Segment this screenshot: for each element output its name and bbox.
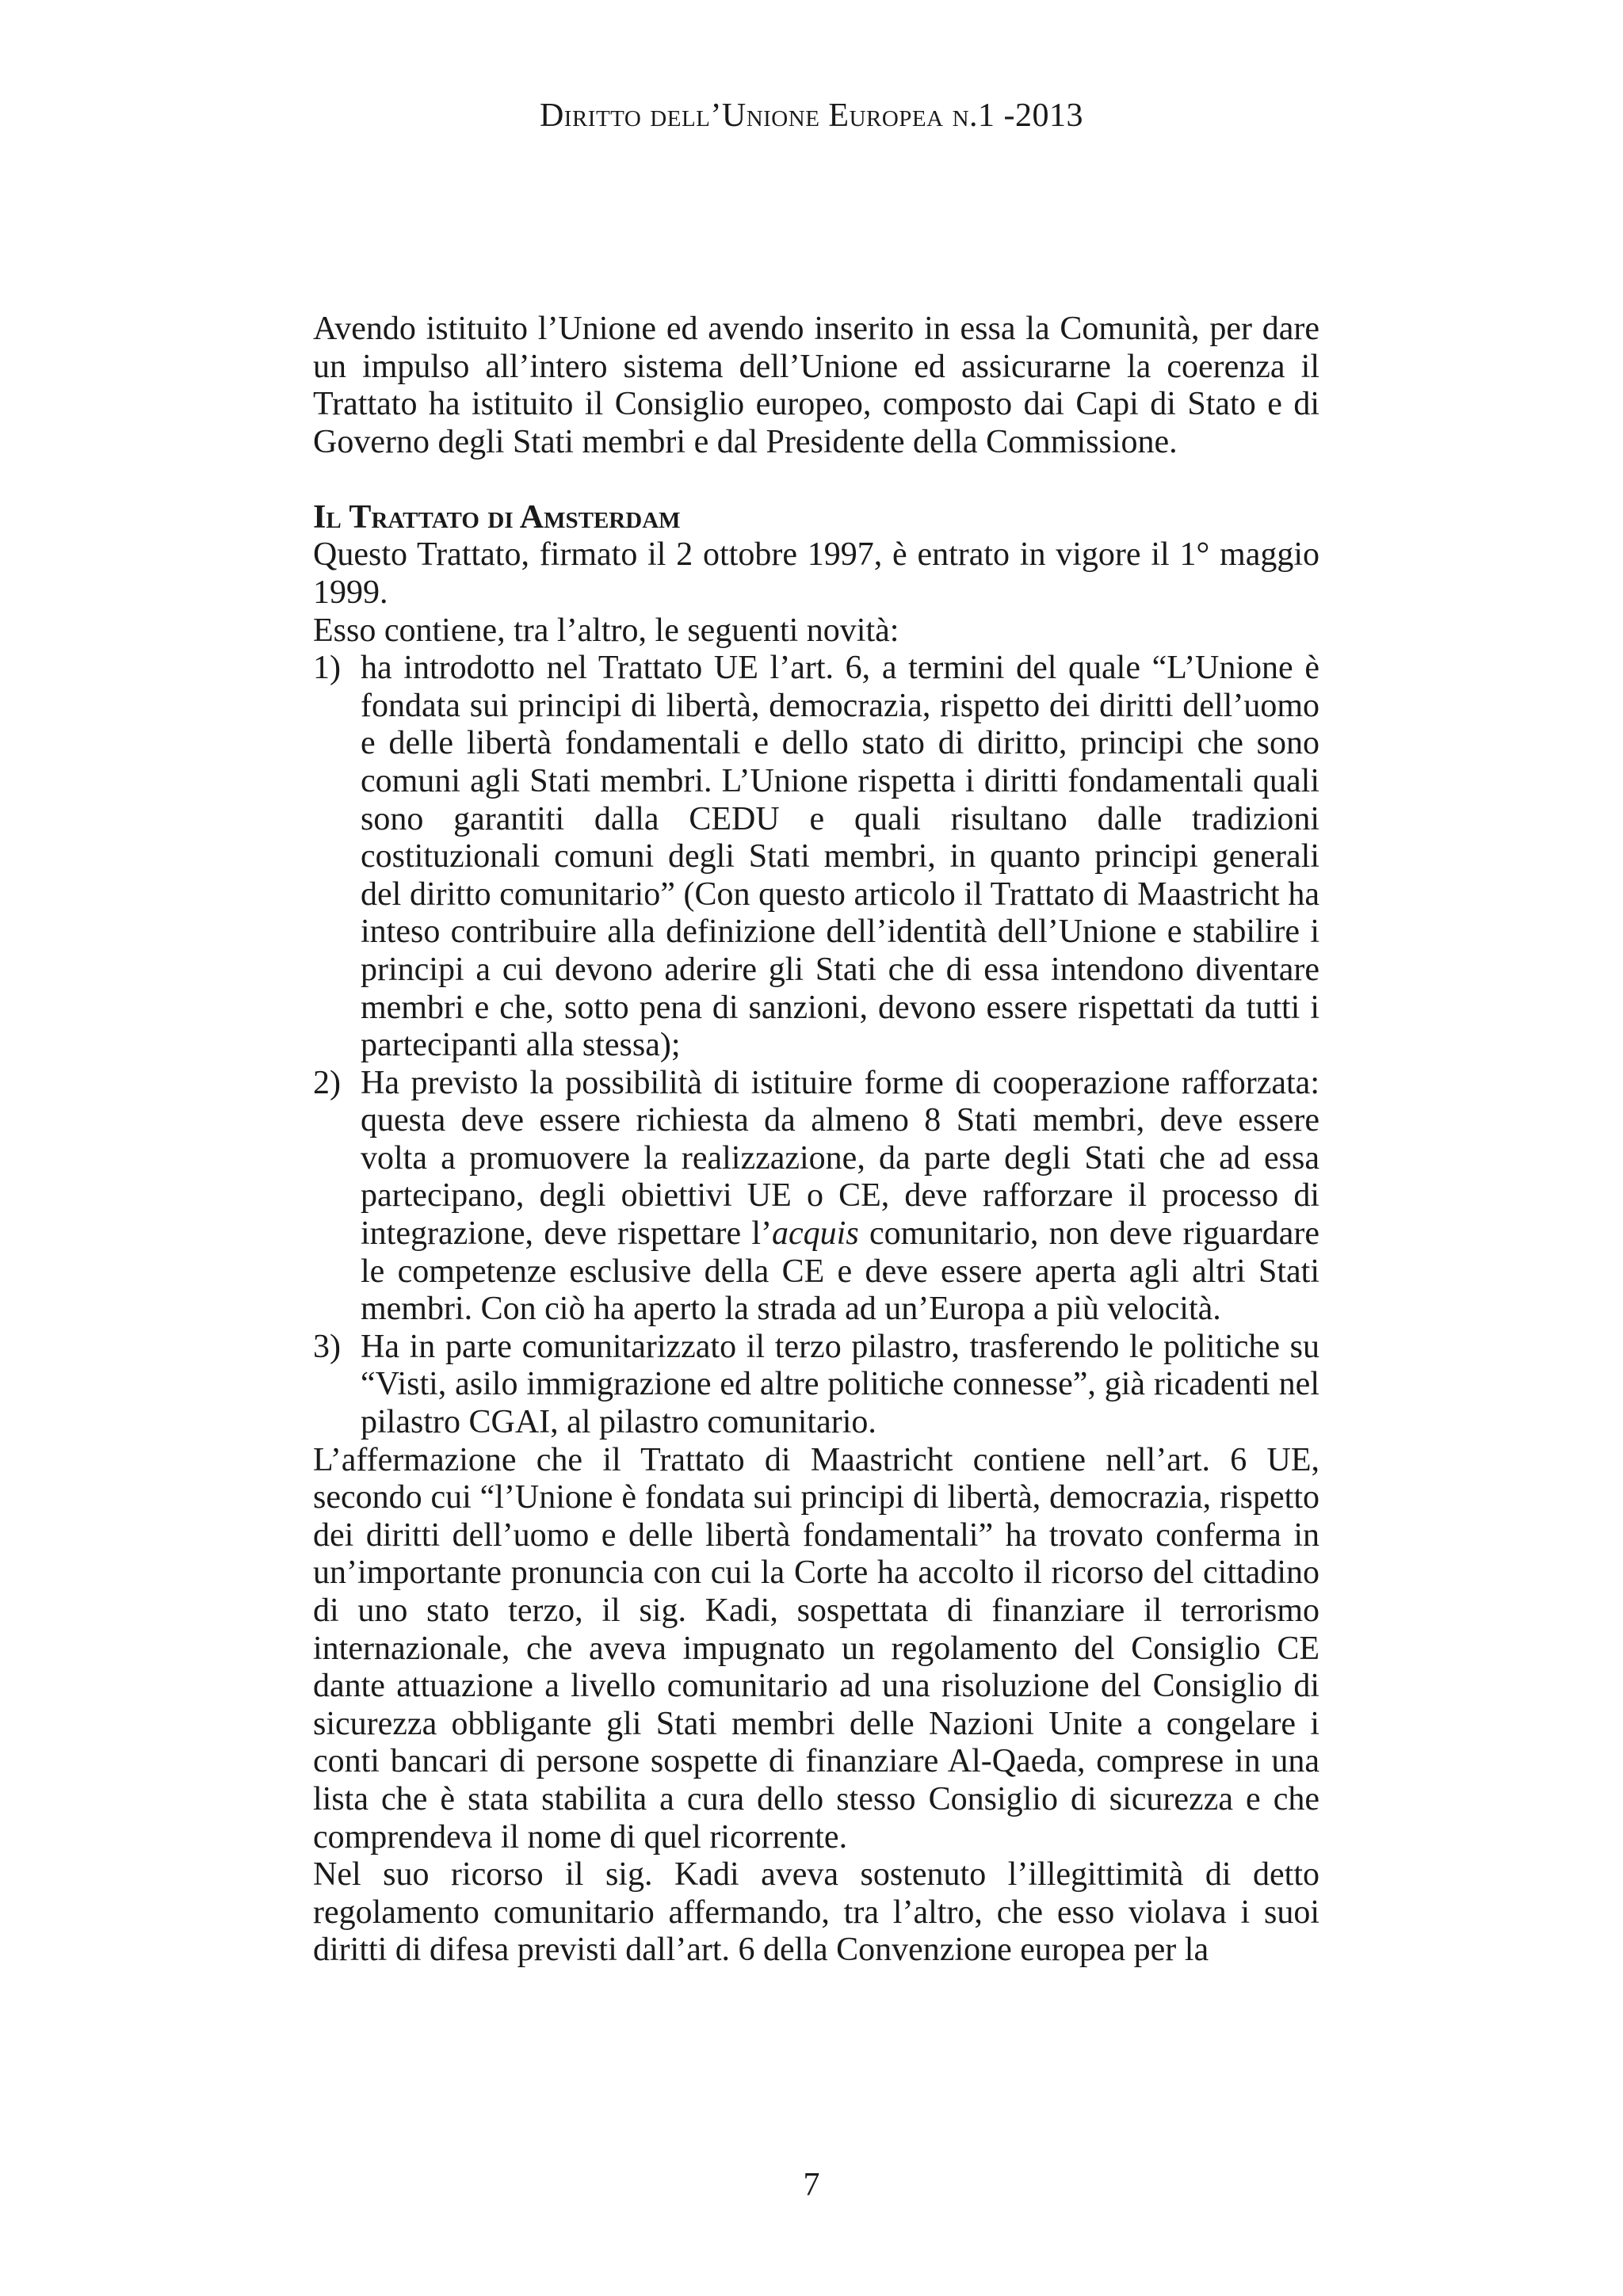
section-paragraph-3: L’affermazione che il Trattato di Maastricht contiene nell’art. 6 UE, secondo cui “l’Unione è fondata sui principi di libertà, democrazia, rispetto dei diritti dell’uomo e delle libertà fondamentali” ha trovato conferma in un’importante pronuncia con cui la Corte ha accolto il ricorso del cittadino di uno stato terzo, il sig. Kadi, sospettata di finanziare il terrorismo internazionale, che aveva impugnato un regolamento del Consiglio CE dante attuazione a livello comunitario ad una risoluzione del Consiglio di sicurezza obbligante gli Stati membri delle Nazioni Unite a congelare i conti bancari di persone sospette di finanziare Al-Qaeda, comprese in una lista che è stata stabilita a cura dello stesso Consiglio di sicurezza e che comprendeva il nome di quel ricorrente.	[313, 1441, 1319, 1855]
list-item-text: ha introdotto nel Trattato UE l’art. 6, a termini del quale “L’Unione è fondata sui principi di libertà, democrazia, rispetto dei diritti dell’uomo e delle libertà fondamentali e dello stato di diritto, principi che sono comuni agli Stati membri. L’Unione rispetta i diritti fondamentali quali sono garantiti dalla CEDU e quali risultano dalle tradizioni costituzionali comuni degli Stati membri, in quanto principi generali del diritto comunitario” (Con questo articolo il Trattato di Maastricht ha inteso contribuire alla definizione dell’identità dell’Unione e stabilire i principi a cui devono aderire gli Stati che di essa intendono diventare membri e che, sotto pena di sanzioni, devono essere rispettati da tutti i partecipanti alla stessa);	[361, 650, 1319, 1064]
list-item	[313, 1065, 1319, 1329]
section-paragraph-1: Questo Trattato, firmato il 2 ottobre 1997, è entrato in vigore il 1° maggio 1999.	[313, 536, 1319, 611]
italic-term: acquis	[772, 1215, 859, 1253]
intro-paragraph: Avendo istituito l’Unione ed avendo inserito in essa la Comunità, per dare un impulso all’intero sistema dell’Unione ed assicurarne la coerenza il Trattato ha istituito il Consiglio europeo, composto dai Capi di Stato e di Governo degli Stati membri e dal Presidente della Commissione.	[313, 311, 1319, 460]
list-item-number: 2)	[313, 1064, 341, 1101]
list-item-text-after: comunitario, non deve riguardare le competenze esclusive della CE e deve essere aperta agli altri Stati membri. Con ciò ha aperto la strada ad un’Europa a più velocità.	[361, 1215, 1320, 1328]
list-item-number: 3)	[313, 1328, 341, 1365]
running-header: Diritto dell’Unione Europea n.1 -2013	[539, 97, 1084, 134]
list-item-text-before: Ha previsto la possibilità di istituire forme di cooperazione rafforzata: questa deve essere richiesta da almeno 8 Stati membri, deve essere volta a promuovere la realizzazione, da parte degli Stati che ad essa partecipano, degli obiettivi UE o CE, deve rafforzare il processo di integrazione, deve rispettare l’	[361, 1064, 1319, 1253]
section-paragraph-2: Esso contiene, tra l’altro, le seguenti novità:	[313, 612, 899, 649]
list-item-number: 1)	[313, 650, 341, 687]
list-item-text: Ha in parte comunitarizzato il terzo pilastro, trasferendo le politiche su “Visti, asilo immigrazione ed altre politiche connesse”, già ricadenti nel pilastro CGAI, al pilastro comunitario.	[361, 1328, 1319, 1441]
list-item	[313, 1329, 1319, 1442]
paragraph-spacer	[313, 461, 1319, 498]
novelties-list	[313, 650, 1319, 1441]
section-heading: Il Trattato di Amsterdam	[313, 499, 681, 536]
section-paragraph-4: Nel suo ricorso il sig. Kadi aveva sostenuto l’illegittimità di detto regolamento comunitario affermando, tra l’altro, che esso violava i suoi diritti di difesa previsti dall’art. 6 della Convenzione europea per la	[313, 1856, 1319, 1969]
page-body	[313, 311, 1319, 1970]
page-number: 7	[803, 2167, 820, 2203]
list-item-text	[361, 1065, 1319, 1328]
list-item	[313, 650, 1319, 1065]
